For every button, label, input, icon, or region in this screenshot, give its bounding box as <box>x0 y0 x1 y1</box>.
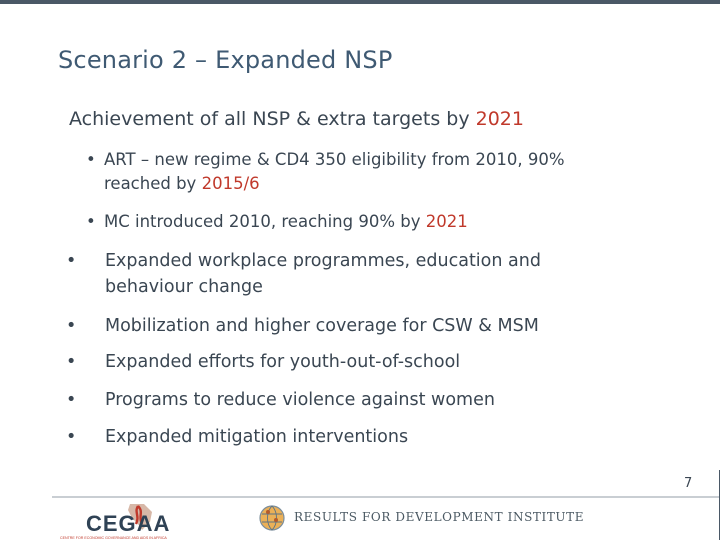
bullet-dot: • <box>66 316 77 336</box>
subheading <box>69 108 524 130</box>
subheading-year: 2021 <box>475 108 524 130</box>
page-number: 7 <box>684 476 693 491</box>
slide-title: Scenario 2 – Expanded NSP <box>58 46 393 74</box>
cegaa-logo <box>60 500 240 540</box>
bullet-text <box>105 248 645 300</box>
sub-bullet-text <box>104 148 644 196</box>
subheading-text: Achievement of all NSP & extra targets by <box>69 108 476 130</box>
sub-bullet-art <box>86 148 686 198</box>
sub-bullet-mc <box>86 210 686 236</box>
globe-icon <box>260 506 284 530</box>
r4d-logo <box>258 500 585 540</box>
sub-bullet-year: 2015/6 <box>201 174 260 193</box>
sub-bullet-prefix: MC introduced 2010, reaching 90% by <box>104 212 426 231</box>
cegaa-wordmark: CEGAA <box>86 511 171 536</box>
bullet-text: Expanded efforts for youth-out-of-school <box>105 352 461 372</box>
bullet-dot: • <box>66 251 77 271</box>
sub-bullet-line <box>104 172 644 196</box>
top-border <box>0 0 720 4</box>
bullet-violence <box>66 387 666 413</box>
bullet-dot: • <box>86 150 96 169</box>
bullet-mitigation <box>66 424 666 450</box>
footer-divider <box>52 496 720 498</box>
bullet-dot: • <box>66 352 77 372</box>
bullet-line: Expanded workplace programmes, education and <box>105 251 541 271</box>
sub-bullet-year: 2021 <box>425 212 468 231</box>
bullet-dot: • <box>66 390 77 410</box>
cegaa-tagline: CENTRE FOR ECONOMIC GOVERNANCE AND AIDS IN AFRICA <box>60 536 167 540</box>
bullet-line: behaviour change <box>105 277 263 297</box>
bullet-dot: • <box>86 212 96 231</box>
sub-bullet-text <box>104 210 644 234</box>
bullet-text: Mobilization and higher coverage for CSW & MSM <box>105 316 539 336</box>
bullet-workplace <box>66 248 666 302</box>
bullet-mobilization <box>66 313 666 339</box>
sub-bullet-line-prefix: reached by <box>104 174 202 193</box>
bullet-youth <box>66 349 666 375</box>
bullet-dot: • <box>66 427 77 447</box>
bullet-text: Programs to reduce violence against women <box>105 390 495 410</box>
bullet-text: Expanded mitigation interventions <box>105 427 409 447</box>
r4d-wordmark: RESULTS FOR DEVELOPMENT INSTITUTE <box>294 510 585 524</box>
sub-bullet-line: ART – new regime & CD4 350 eligibility from 2010, 90% <box>104 150 565 169</box>
